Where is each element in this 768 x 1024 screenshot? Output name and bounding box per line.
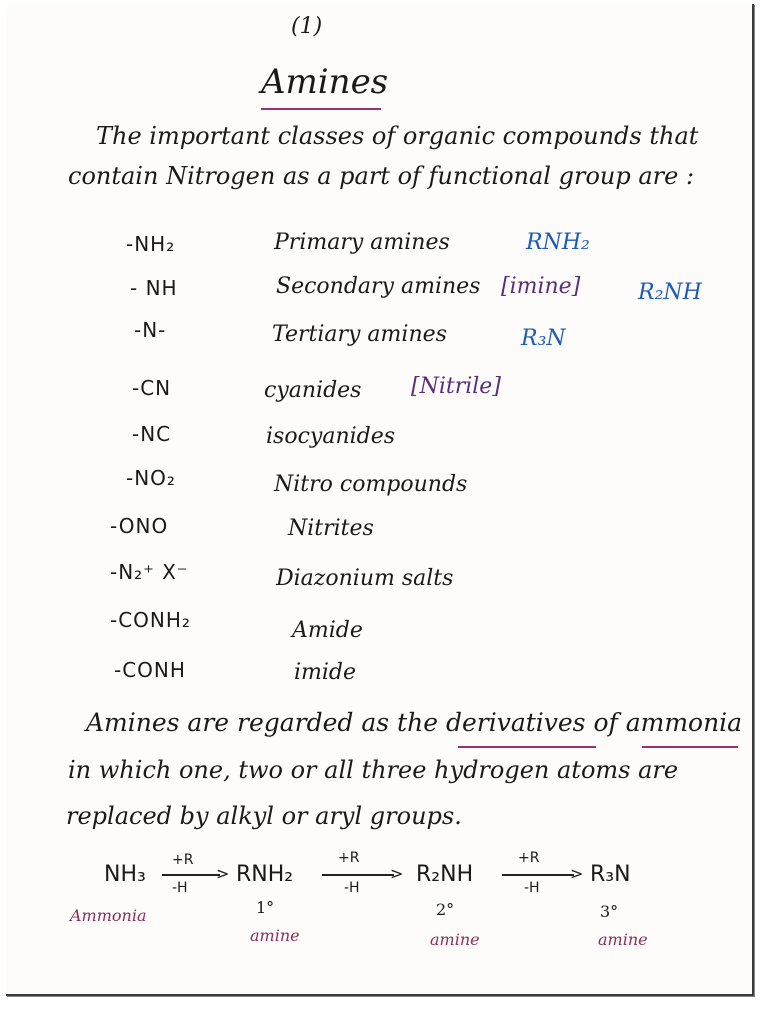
formula-secondary: - NH <box>130 276 178 300</box>
primary-degree: 1° <box>256 898 275 917</box>
arrow3-line <box>502 874 574 876</box>
paragraph-line-2: in which one, two or all three hydrogen atoms are <box>68 756 679 784</box>
secondary-amine-label: amine <box>430 930 480 949</box>
name-isocyanide: isocyanides <box>266 424 396 449</box>
arrow1-bottom: -H <box>172 880 188 896</box>
formula-isocyanide: -NC <box>132 422 172 446</box>
ammonia-underline <box>642 746 738 748</box>
formula-primary: -NH₂ <box>126 232 176 256</box>
formula-tertiary: -N- <box>134 318 167 342</box>
tertiary-degree: 3° <box>600 902 619 921</box>
title-underline <box>261 108 381 110</box>
formula-nitrite: -ONO <box>110 514 169 538</box>
secondary-amine-formula: R₂NH <box>416 862 474 887</box>
arrow1-line <box>162 874 220 876</box>
arrow3-head-icon: > <box>570 864 584 883</box>
name-imide: imide <box>294 660 357 685</box>
extra-secondary: [imine] <box>501 274 581 299</box>
page-title: Amines <box>261 62 389 102</box>
secondary-degree: 2° <box>436 900 455 919</box>
derivatives-underline <box>458 746 596 748</box>
tertiary-amine-label: amine <box>598 930 648 949</box>
extra-tertiary: R₃N <box>521 326 566 351</box>
arrow3-top: +R <box>518 850 540 866</box>
intro-line-2: contain Nitrogen as a part of functional group are : <box>68 162 695 190</box>
name-diazonium: Diazonium salts <box>276 566 454 591</box>
arrow3-bottom: -H <box>524 880 540 896</box>
name-secondary: Secondary amines <box>276 274 481 299</box>
tertiary-amine-formula: R₃N <box>590 862 631 887</box>
name-amide: Amide <box>292 618 363 643</box>
paragraph-line-3: replaced by alkyl or aryl groups. <box>66 802 462 830</box>
extra-cyanide: [Nitrile] <box>411 374 501 399</box>
arrow2-bottom: -H <box>344 880 360 896</box>
notebook-page <box>6 4 754 996</box>
formula-diazonium: -N₂⁺ X⁻ <box>110 560 189 584</box>
arrow1-top: +R <box>172 852 194 868</box>
primary-amine-label: amine <box>250 926 300 945</box>
name-primary: Primary amines <box>274 230 450 255</box>
ammonia-label: Ammonia <box>70 906 147 925</box>
primary-amine-formula: RNH₂ <box>236 862 294 887</box>
formula-amide: -CONH₂ <box>110 608 191 632</box>
name-tertiary: Tertiary amines <box>272 322 447 347</box>
arrow1-head-icon: > <box>216 864 230 883</box>
arrow2-line <box>322 874 394 876</box>
paragraph-line-1: Amines are regarded as the derivatives of ammonia <box>86 708 743 737</box>
formula-nitro: -NO₂ <box>126 466 176 490</box>
formula-imide: -CONH <box>114 658 186 682</box>
extra2-secondary: R₂NH <box>638 280 702 305</box>
arrow2-head-icon: > <box>390 864 404 883</box>
page-number: (1) <box>291 14 323 39</box>
intro-line-1: The important classes of organic compounds that <box>96 122 699 150</box>
arrow2-top: +R <box>338 850 360 866</box>
extra-primary: RNH₂ <box>526 230 590 255</box>
name-nitro: Nitro compounds <box>274 472 468 497</box>
ammonia-formula: NH₃ <box>104 862 146 887</box>
name-cyanide: cyanides <box>264 378 362 403</box>
name-nitrite: Nitrites <box>288 516 374 541</box>
formula-cyanide: -CN <box>132 376 172 400</box>
